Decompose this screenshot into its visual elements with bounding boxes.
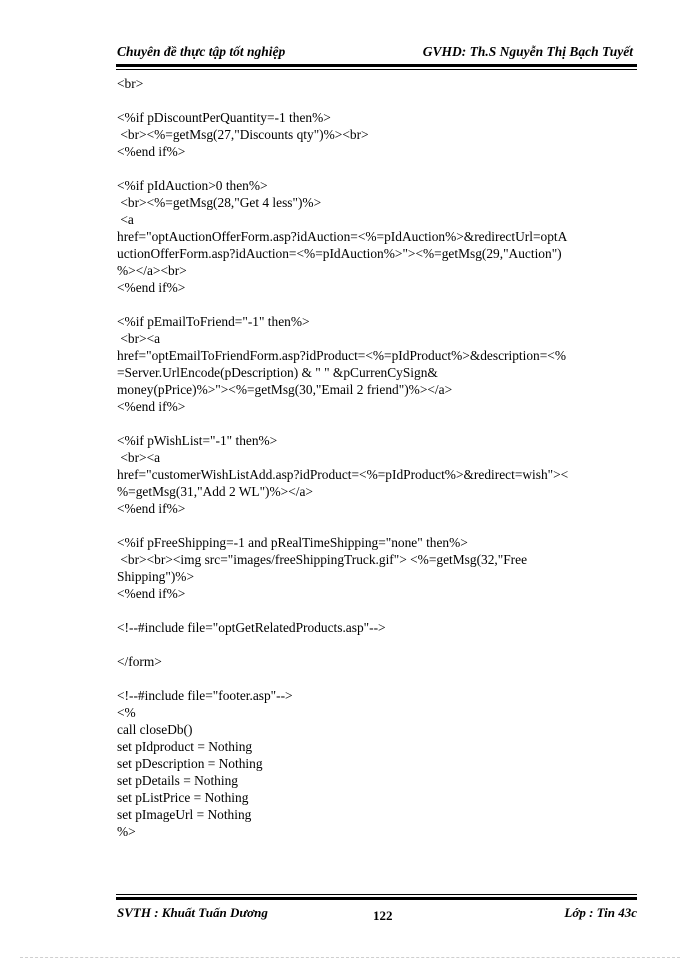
code-line: <br><%=getMsg(28,"Get 4 less")%>: [117, 195, 322, 210]
header-rule-thick: [116, 64, 637, 67]
header-right-advisor: GVHD: Th.S Nguyễn Thị Bạch Tuyết: [422, 44, 633, 59]
blank-line: [117, 92, 632, 109]
code-line: =Server.UrlEncode(pDescription) & " " &pCurrenCySign&: [117, 365, 438, 380]
code-line: <%if pDiscountPerQuantity=-1 then%>: [117, 110, 331, 125]
code-line: <br><%=getMsg(27,"Discounts qty")%><br>: [117, 127, 369, 142]
footer-student: SVTH : Khuất Tuấn Dương: [117, 905, 268, 920]
code-line: <%end if%>: [117, 280, 186, 295]
code-line: set pDescription = Nothing: [117, 756, 263, 771]
code-line: %=getMsg(31,"Add 2 WL")%></a>: [117, 484, 313, 499]
code-line: <%if pEmailToFriend="-1" then%>: [117, 314, 310, 329]
code-line: href="customerWishListAdd.asp?idProduct=<%=pIdProduct%>&redirect=wish"><: [117, 467, 569, 482]
footer-rule-thin: [116, 894, 637, 895]
blank-line: [117, 160, 632, 177]
code-line: set pImageUrl = Nothing: [117, 807, 252, 822]
code-line: <%if pWishList="-1" then%>: [117, 433, 278, 448]
footer-class: Lớp : Tin 43c: [564, 905, 637, 920]
blank-line: [117, 602, 632, 619]
code-line: %></a><br>: [117, 263, 187, 278]
blank-line: [117, 296, 632, 313]
blank-line: [117, 636, 632, 653]
code-line: money(pPrice)%>"><%=getMsg(30,"Email 2 friend")%></a>: [117, 382, 453, 397]
header-rule-thin: [116, 69, 637, 70]
code-line: <%end if%>: [117, 501, 186, 516]
blank-line: [117, 415, 632, 432]
code-line: Shipping")%>: [117, 569, 194, 584]
page-number: 122: [373, 908, 393, 923]
code-line: <%end if%>: [117, 399, 186, 414]
code-line: set pIdproduct = Nothing: [117, 739, 253, 754]
code-line: <!--#include file="footer.asp"-->: [117, 688, 293, 703]
code-line: <!--#include file="optGetRelatedProducts.asp"-->: [117, 620, 386, 635]
header-left-title: Chuyên đề thực tập tốt nghiệp: [117, 44, 286, 59]
code-line: <%end if%>: [117, 144, 186, 159]
code-listing: [117, 75, 632, 840]
blank-line: [117, 517, 632, 534]
code-line: <%if pFreeShipping=-1 and pRealTimeShipping="none" then%>: [117, 535, 468, 550]
footer-rule-thick: [116, 897, 637, 900]
code-line: <br><a: [117, 450, 161, 465]
code-line: set pDetails = Nothing: [117, 773, 238, 788]
code-line: <br><a: [117, 331, 161, 346]
code-line: </form>: [117, 654, 162, 669]
code-line: <%if pIdAuction>0 then%>: [117, 178, 268, 193]
code-line: set pListPrice = Nothing: [117, 790, 249, 805]
code-line: <a: [117, 212, 134, 227]
code-line: <br>: [117, 76, 144, 91]
blank-line: [117, 670, 632, 687]
page-edge-divider: [20, 957, 680, 958]
code-line: <br><br><img src="images/freeShippingTruck.gif"> <%=getMsg(32,"Free: [117, 552, 528, 567]
code-line: <%end if%>: [117, 586, 186, 601]
code-line: %>: [117, 824, 136, 839]
code-line: <%: [117, 705, 136, 720]
code-line: href="optEmailToFriendForm.asp?idProduct=<%=pIdProduct%>&description=<%: [117, 348, 566, 363]
code-line: uctionOfferForm.asp?idAuction=<%=pIdAuction%>"><%=getMsg(29,"Auction"): [117, 246, 562, 261]
code-line: href="optAuctionOfferForm.asp?idAuction=<%=pIdAuction%>&redirectUrl=optA: [117, 229, 568, 244]
code-line: call closeDb(): [117, 722, 193, 737]
